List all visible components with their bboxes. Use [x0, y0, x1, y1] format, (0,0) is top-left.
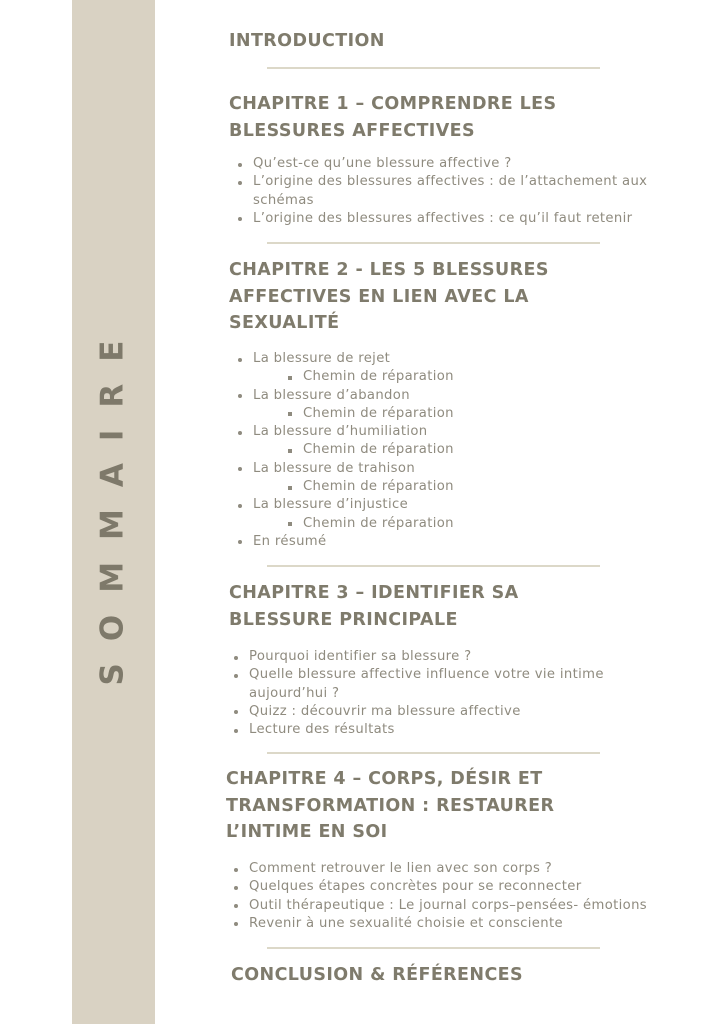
toc-item-label: L’origine des blessures affectives : de l’attachement aux	[253, 174, 648, 190]
toc-item[interactable]	[234, 721, 604, 739]
sommaire-title: SOMMAIRE	[94, 318, 131, 686]
toc-item[interactable]	[234, 915, 647, 933]
toc-item-label: En résumé	[253, 533, 327, 549]
toc-item-label: aujourd’hui ?	[249, 685, 340, 701]
toc-item-label: Chemin de réparation	[303, 442, 454, 458]
toc-item-label: Chemin de réparation	[303, 405, 454, 421]
toc-subitem[interactable]	[238, 368, 454, 386]
bullet-icon	[238, 163, 242, 167]
toc-subitem[interactable]	[238, 441, 454, 459]
chapter-4-title-line: CHAPITRE 4 – CORPS, DÉSIR ET	[226, 769, 543, 789]
divider	[267, 67, 600, 69]
bullet-icon	[234, 922, 238, 926]
bullet-icon	[234, 710, 238, 714]
bullet-icon	[234, 868, 238, 872]
bullet-icon	[234, 656, 238, 660]
toc-item-label: Comment retrouver le lien avec son corps ?	[249, 861, 553, 876]
square-bullet-icon	[288, 376, 292, 380]
toc-item[interactable]	[238, 496, 454, 514]
chapter-3-title-line: BLESSURE PRINCIPALE	[229, 609, 458, 630]
toc-item-label: Quelques étapes concrètes pour se reconnecter	[249, 879, 582, 895]
toc-item-label: La blessure d’humiliation	[253, 424, 428, 440]
toc-item[interactable]	[234, 860, 647, 878]
toc-item-label: Revenir à une sexualité choisie et consciente	[249, 915, 563, 931]
chapter-3-title-line: CHAPITRE 3 – IDENTIFIER SA	[229, 583, 519, 603]
toc-chapter-1-title[interactable]	[229, 91, 557, 144]
toc-item[interactable]	[238, 210, 647, 228]
toc-introduction[interactable]: INTRODUCTION	[229, 31, 385, 51]
toc-chapter-3-title[interactable]	[229, 580, 519, 633]
toc-conclusion[interactable]: CONCLUSION & RÉFÉRENCES	[231, 965, 524, 985]
chapter-3-list	[234, 648, 604, 739]
toc-item-label: Chemin de réparation	[303, 369, 454, 385]
chapter-1-list	[238, 155, 647, 228]
square-bullet-icon	[288, 412, 292, 416]
toc-item[interactable]	[234, 878, 647, 896]
toc-item-label: Quizz : découvrir ma blessure affective	[249, 703, 521, 719]
bullet-icon	[238, 467, 242, 471]
chapter-1-title-line: CHAPITRE 1 – COMPRENDRE LES	[229, 94, 557, 114]
toc-item-label: Pourquoi identifier sa blessure ?	[249, 649, 472, 664]
chapter-2-list	[238, 350, 454, 551]
toc-item-label: Quelle blessure affective influence votre vie intime	[249, 667, 604, 683]
chapter-2-title-line: CHAPITRE 2 - LES 5 BLESSURES	[229, 260, 549, 280]
toc-item[interactable]	[238, 387, 454, 405]
toc-item-label: La blessure de trahison	[253, 460, 416, 476]
toc-chapter-2-title[interactable]	[229, 257, 549, 337]
toc-item[interactable]	[238, 155, 647, 173]
bullet-icon	[234, 904, 238, 908]
toc-item-continuation[interactable]	[238, 192, 647, 210]
bullet-icon	[238, 431, 242, 435]
toc-item[interactable]	[238, 533, 454, 551]
square-bullet-icon	[288, 522, 292, 526]
chapter-4-title-line: TRANSFORMATION : RESTAURER	[226, 795, 555, 816]
toc-item-label: Chemin de réparation	[303, 479, 454, 495]
toc-item-label: L’origine des blessures affectives : ce qu’il faut retenir	[253, 210, 633, 226]
toc-item-continuation[interactable]	[234, 685, 604, 703]
toc-item-label: La blessure d’abandon	[253, 387, 410, 403]
toc-subitem[interactable]	[238, 405, 454, 423]
bullet-icon	[238, 394, 242, 398]
toc-subitem[interactable]	[238, 515, 454, 533]
bullet-icon	[234, 674, 238, 678]
toc-item-label: Lecture des résultats	[249, 722, 395, 738]
toc-item-label: La blessure de rejet	[253, 351, 391, 366]
toc-item[interactable]	[234, 666, 604, 684]
toc-item-label: Outil thérapeutique : Le journal corps–pensées- émotions	[249, 897, 648, 913]
toc-item[interactable]	[238, 350, 454, 368]
toc-item[interactable]	[234, 703, 604, 721]
bullet-icon	[238, 540, 242, 544]
toc-item[interactable]	[238, 173, 647, 191]
divider	[267, 947, 600, 949]
toc-item-label: Qu’est-ce qu’une blessure affective ?	[253, 156, 512, 171]
bullet-icon	[234, 729, 238, 733]
toc-item[interactable]	[234, 897, 647, 915]
toc-chapter-4-title[interactable]	[226, 766, 554, 846]
divider	[267, 752, 600, 754]
toc-item-label: La blessure d’injustice	[253, 497, 409, 513]
divider	[267, 565, 600, 567]
chapter-4-title-line: L’INTIME EN SOI	[226, 822, 388, 842]
square-bullet-icon	[288, 449, 292, 453]
toc-item-label: Chemin de réparation	[303, 515, 454, 531]
bullet-icon	[238, 504, 242, 508]
square-bullet-icon	[288, 486, 292, 490]
toc-item-label: schémas	[253, 192, 314, 208]
chapter-1-title-line: BLESSURES AFFECTIVES	[229, 120, 476, 141]
toc-item[interactable]	[238, 423, 454, 441]
toc-item[interactable]	[234, 648, 604, 666]
divider	[267, 242, 600, 244]
bullet-icon	[238, 217, 242, 221]
chapter-2-title-line: SEXUALITÉ	[229, 313, 340, 333]
chapter-4-list	[234, 860, 647, 933]
bullet-icon	[238, 181, 242, 185]
chapter-2-title-line: AFFECTIVES EN LIEN AVEC LA	[229, 286, 529, 307]
bullet-icon	[234, 886, 238, 890]
bullet-icon	[238, 358, 242, 362]
toc-item[interactable]	[238, 460, 454, 478]
toc-subitem[interactable]	[238, 478, 454, 496]
